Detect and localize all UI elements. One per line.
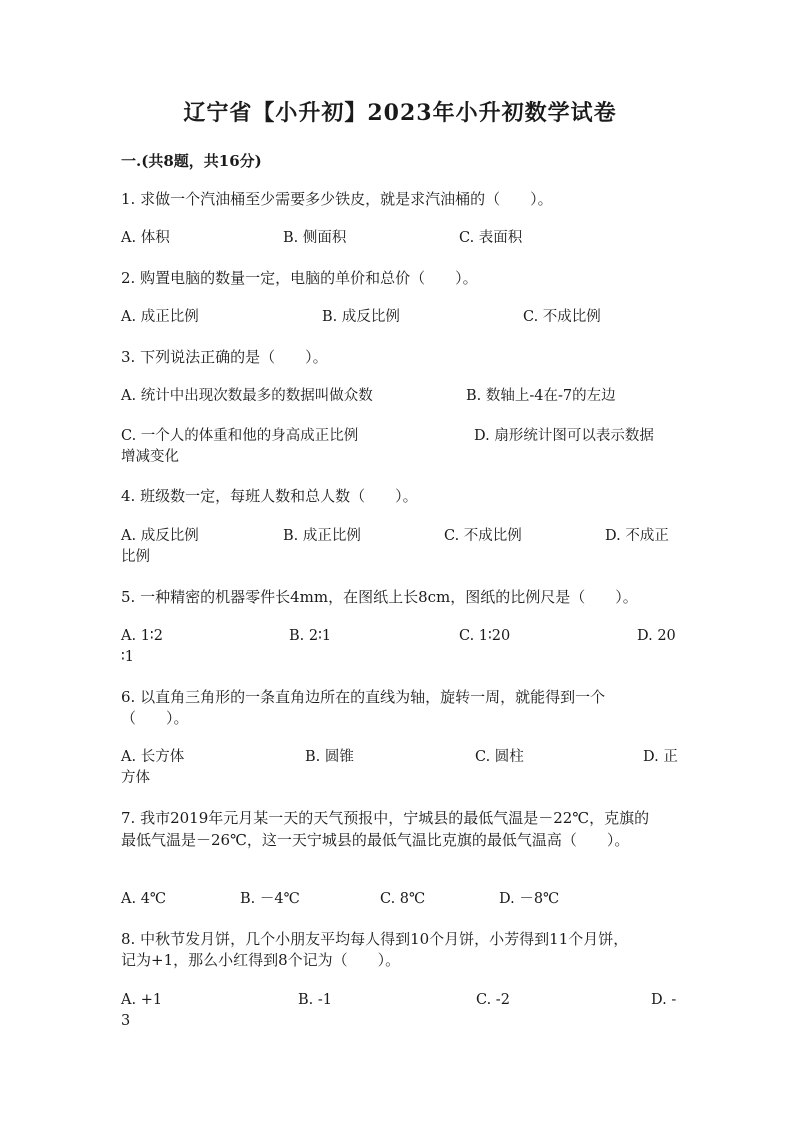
question-6-stem-line-1: 6. 以直角三角形的一条直角边所在的直线为轴，旋转一周，就能得到一个 (121, 688, 606, 706)
question-6-option-a: A. 长方体 (121, 749, 185, 765)
question-2-option-c: C. 不成比例 (523, 309, 601, 325)
question-4-stem: 4. 班级数一定，每班人数和总人数（ ）。 (121, 487, 418, 505)
question-8-stem-line-2: 记为+1，那么小红得到8个记为（ ）。 (121, 951, 401, 969)
question-6-option-d-wrap: 方体 (121, 770, 150, 786)
question-1-option-a: A. 体积 (121, 230, 170, 246)
question-1-option-b: B. 侧面积 (283, 230, 347, 246)
question-7-option-d: D. －8℃ (499, 891, 560, 907)
question-7-option-a: A. 4℃ (121, 891, 167, 907)
question-8-stem-line-1: 8. 中秋节发月饼，几个小朋友平均每人得到10个月饼，小芳得到11个月饼， (121, 930, 629, 948)
question-3-option-c: C. 一个人的体重和他的身高成正比例 (121, 428, 359, 444)
question-5-stem: 5. 一种精密的机器零件长4mm，在图纸上长8cm，图纸的比例尺是（ ）。 (121, 588, 638, 606)
question-3-stem: 3. 下列说法正确的是（ ）。 (121, 348, 328, 366)
question-4-option-d: D. 不成正 (605, 528, 669, 544)
question-8-option-c: C. -2 (476, 992, 510, 1008)
question-5-option-c: C. 1∶20 (459, 628, 511, 644)
question-3-option-b: B. 数轴上-4在-7的左边 (466, 388, 616, 404)
question-8-option-d-wrap: 3 (121, 1013, 131, 1029)
question-8-option-a: A. +1 (121, 992, 163, 1008)
question-3-option-a: A. 统计中出现次数最多的数据叫做众数 (121, 388, 373, 404)
question-8-option-b: B. -1 (298, 992, 332, 1008)
question-6-option-d: D. 正 (643, 749, 678, 765)
question-4-option-d-wrap: 比例 (121, 549, 150, 565)
section-heading: 一.(共8题，共16分) (121, 152, 262, 170)
question-7-stem-line-1: 7. 我市2019年元月某一天的天气预报中，宁城县的最低气温是－22℃，克旗的 (121, 809, 650, 827)
question-1-option-c: C. 表面积 (459, 230, 523, 246)
question-2-option-b: B. 成反比例 (322, 309, 400, 325)
question-6-stem-line-2: （ ）。 (121, 709, 189, 727)
question-8-option-d: D. - (651, 992, 677, 1008)
question-4-option-c: C. 不成比例 (444, 528, 522, 544)
question-7-option-c: C. 8℃ (380, 891, 426, 907)
question-2-option-a: A. 成正比例 (121, 309, 199, 325)
question-6-option-b: B. 圆锥 (305, 749, 354, 765)
question-5-option-a: A. 1∶2 (121, 628, 163, 644)
question-1-stem: 1. 求做一个汽油桶至少需要多少铁皮，就是求汽油桶的（ ）。 (121, 190, 553, 208)
question-3-option-d: D. 扇形统计图可以表示数据 (474, 428, 654, 444)
page-title: 辽宁省【小升初】2023年小升初数学试卷 (183, 100, 617, 126)
question-4-option-a: A. 成反比例 (121, 528, 199, 544)
question-2-stem: 2. 购置电脑的数量一定，电脑的单价和总价（ ）。 (121, 269, 478, 287)
question-3-option-d-wrap: 增减变化 (121, 449, 179, 465)
question-5-option-d-wrap: ∶1 (121, 649, 134, 665)
question-5-option-b: B. 2∶1 (289, 628, 332, 644)
question-4-option-b: B. 成正比例 (283, 528, 361, 544)
question-5-option-d: D. 20 (637, 628, 676, 644)
question-7-stem-line-2: 最低气温是－26℃，这一天宁城县的最低气温比克旗的最低气温高（ ）。 (121, 831, 630, 849)
question-6-option-c: C. 圆柱 (475, 749, 524, 765)
question-7-option-b: B. －4℃ (240, 891, 300, 907)
